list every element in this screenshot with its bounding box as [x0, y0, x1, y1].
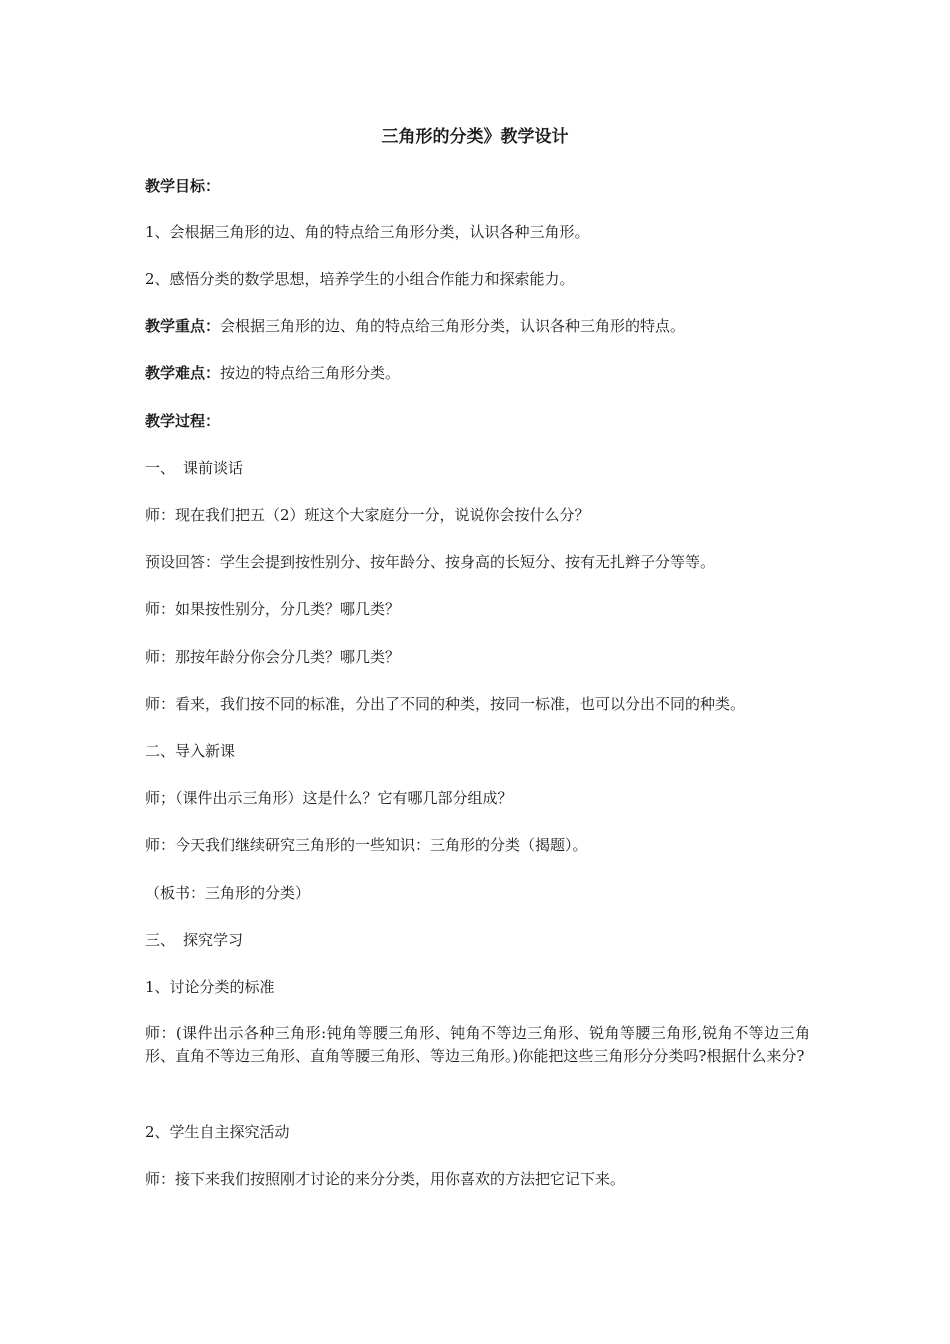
section-1-title: 课前谈话 [183, 459, 244, 477]
process-heading [145, 410, 810, 433]
subsection-2: 2、学生自主探究活动 [145, 1123, 290, 1141]
dialogue-line-5: 师：看来，我们按不同的标准，分出了不同的种类，按同一标准，也可以分出不同的种类。 [145, 695, 746, 713]
dialogue-line-7: 师：今天我们继续研究三角形的一些知识：三角形的分类（揭题）。 [145, 836, 588, 854]
section-3-title: 探究学习 [183, 931, 244, 949]
dialogue-line-1: 师：现在我们把五（2）班这个大家庭分一分，说说你会按什么分？ [145, 506, 590, 524]
section-3-heading [145, 929, 810, 952]
key-point-text: 会根据三角形的边、角的特点给三角形分类，认识各种三角形的特点。 [220, 317, 686, 335]
dialogue-line-9: 师：(课件出示各种三角形:钝角等腰三角形、钝角不等边三角形、锐角等腰三角形,锐角不等边三角形、直角不等边三角形、直角等腰三角形、等边三角形。)你能把这些三角形分分类吗?根据什么来分? [145, 1024, 810, 1065]
objective-1: 1、会根据三角形的边、角的特点给三角形分类，认识各种三角形。 [145, 223, 590, 241]
dialogue-line-3: 师：如果按性别分，分几类？哪几类？ [145, 600, 401, 618]
dialogue-line-6: 师；（课件出示三角形）这是什么？它有哪几部分组成？ [145, 789, 513, 807]
key-point-label: 教学重点： [145, 317, 221, 335]
difficulty [145, 362, 810, 385]
difficulty-text: 按边的特点给三角形分类。 [220, 364, 401, 382]
section-2-heading: 二、导入新课 [145, 742, 236, 760]
dialogue-line-2: 预设回答：学生会提到按性别分、按年龄分、按身高的长短分、按有无扎辫子分等等。 [145, 553, 716, 571]
process-heading-label: 教学过程： [145, 412, 221, 430]
subsection-1: 1、讨论分类的标准 [145, 978, 275, 996]
section-1-heading [145, 457, 810, 480]
document-title: 三角形的分类》教学设计 [381, 127, 569, 147]
blackboard-note: （板书：三角形的分类） [145, 884, 311, 902]
objectives-heading [145, 175, 810, 198]
section-3-number: 三、 [145, 931, 176, 949]
difficulty-label: 教学难点： [145, 364, 221, 382]
key-point [145, 315, 810, 338]
objectives-heading-label: 教学目标： [145, 177, 221, 195]
section-1-number: 一、 [145, 459, 176, 477]
objective-2: 2、感悟分类的数学思想，培养学生的小组合作能力和探索能力。 [145, 270, 575, 288]
dialogue-line-10: 师：接下来我们按照刚才讨论的来分分类，用你喜欢的方法把它记下来。 [145, 1170, 626, 1188]
dialogue-line-4: 师：那按年龄分你会分几类？哪几类？ [145, 648, 401, 666]
